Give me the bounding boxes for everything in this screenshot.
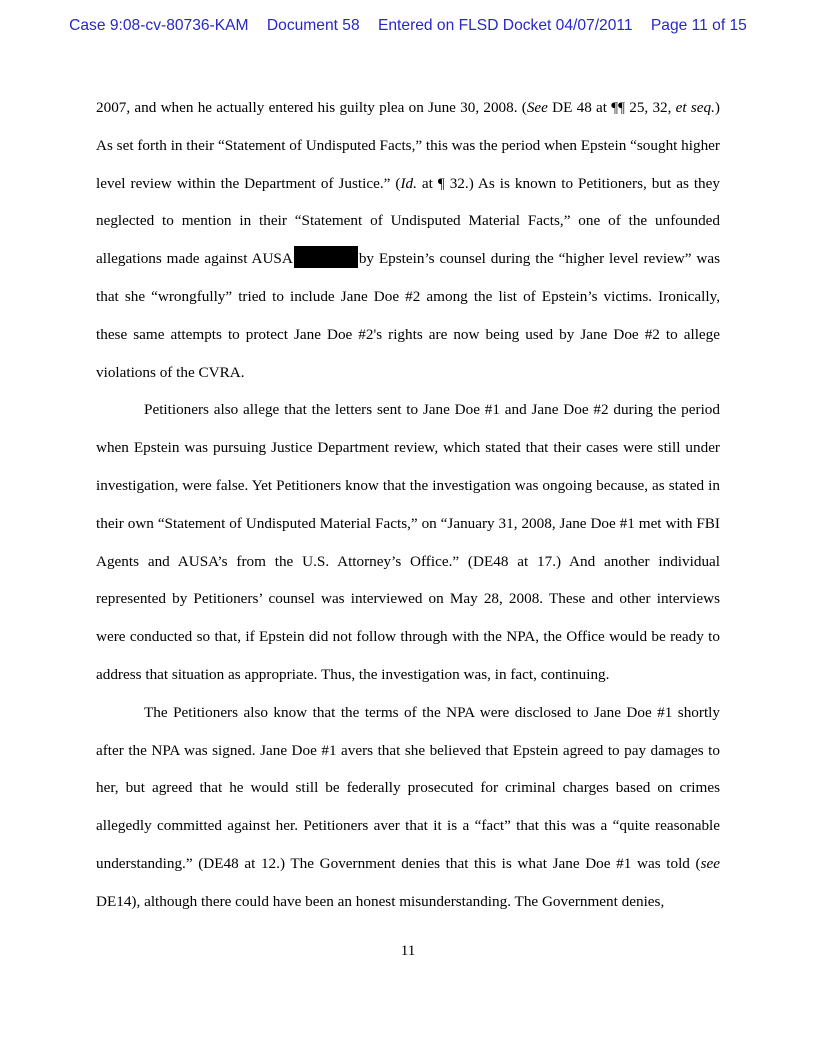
page-number: 11 [400, 942, 416, 959]
citation-signal: See [526, 99, 548, 116]
text-run: The Petitioners also know that the terms of the NPA were disclosed to Jane Doe #1 shortly after the NPA was signed. Jane Doe #1 avers that she believed that Epstein agreed to pay damages to her, but agreed that he would still be federally prosecuted for criminal charges based on crimes allegedly committed against her. Petitioners aver that it is a “fact” that this was a “quite reasonable understanding.” (DE48 at 12.) The Government denies that this is what Jane Doe #1 was told ( [96, 703, 720, 872]
case-number: Case 9:08-cv-80736-KAM [69, 17, 249, 34]
paragraph: Petitioners also allege that the letters sent to Jane Doe #1 and Jane Doe #2 during the period when Epstein was pursuing Justice Department review, which stated that their cases were still under investigation, were false. Yet Petitioners know that the investigation was ongoing because, as stated in their own “Statement of Undisputed Material Facts,” on “January 31, 2008, Jane Doe #1 met with FBI Agents and AUSA’s from the U.S. Attorney’s Office.” (DE48 at 17.) And another individual represented by Petitioners’ counsel was interviewed on May 28, 2008. These and other interviews were conducted so that, if Epstein did not follow through with the NPA, the Office would be ready to address that situation as appropriate. Thus, the investigation was, in fact, continuing. [96, 401, 720, 683]
text-run: at ¶ 32.) As is known to Petitioners, but as they neglected to mention in their “Statement of Undisputed Material Facts,” one of the unfounded allegations made against AUSA [96, 174, 720, 268]
citation-signal: see [700, 854, 720, 872]
text-run: by Epstein’s counsel during the “higher level review” was that she “wrongfully” tried to include Jane Doe #2 among the list of Epstein’s victims. Ironically, these same attempts to protect Jane Doe #2's rights are now being used by Jane Doe #2 to allege violations of the CVRA. [96, 250, 720, 381]
docket-header [0, 17, 816, 35]
body-text [96, 89, 720, 921]
docket-entry-date: Entered on FLSD Docket 04/07/2011 [377, 17, 633, 34]
paragraph-continuation [96, 89, 720, 391]
text-run: DE14), although there could have been an honest misunderstanding. The Government denies, [96, 892, 665, 910]
citation-signal: Id. [400, 174, 417, 192]
paragraph [96, 694, 720, 921]
page-count: Page 11 of 15 [650, 17, 747, 34]
text-run: ) As set forth in their “Statement of Undisputed Facts,” this was the period when Epstein “sought higher level review within the Department of Justice.” ( [96, 99, 720, 192]
document-number: Document 58 [266, 17, 360, 34]
text-run: 2007, and when he actually entered his guilty plea on June 30, 2008. ( [96, 99, 527, 116]
redaction-block [294, 246, 358, 268]
citation-signal: et seq. [675, 99, 715, 116]
text-run: DE 48 at ¶¶ 25, 32, [547, 99, 676, 116]
